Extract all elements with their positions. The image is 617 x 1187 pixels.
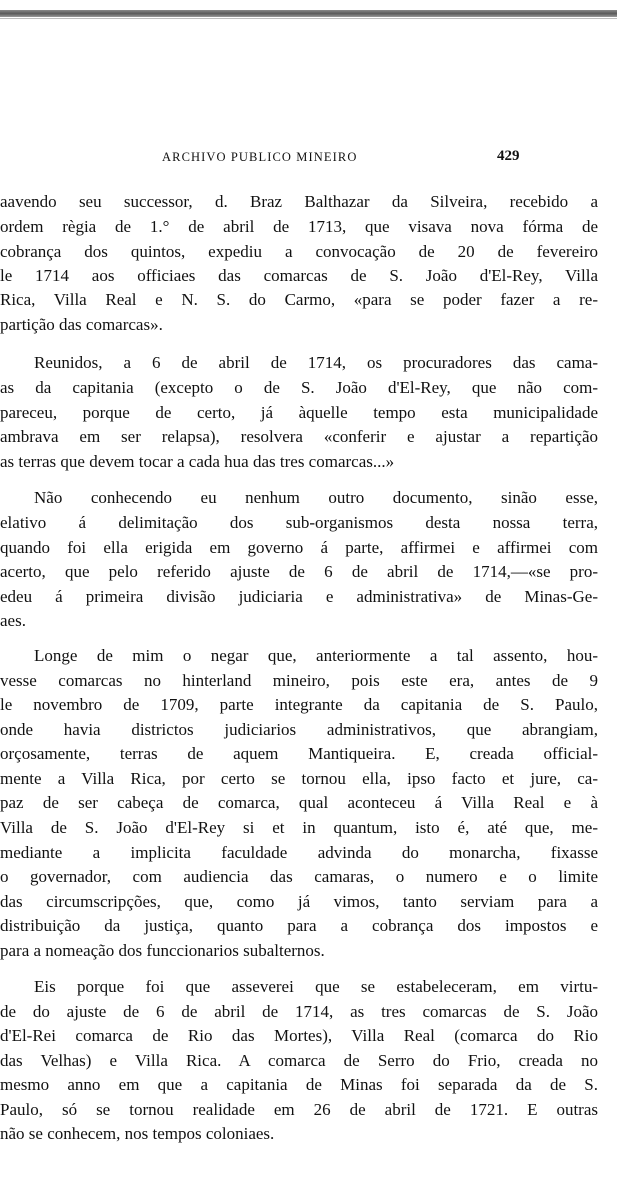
text-line: aavendo seu successor, d. Braz Balthazar da Silveira, recebido a (0, 192, 598, 211)
text-line: d'El-Rei comarca de Rio das Mortes), Villa Real (comarca do Rio (0, 1026, 598, 1045)
text-line: as da capitania (excepto o de S. João d'El-Rey, que não com- (0, 378, 598, 397)
text-line: Longe de mim o negar que, anteriormente a tal assento, hou- (34, 646, 598, 665)
text-line: para a nomeação dos funccionarios subalternos. (0, 941, 325, 960)
text-line: das Velhas) e Villa Rica. A comarca de Serro do Frio, creada no (0, 1051, 598, 1070)
text-line: Villa de S. João d'El-Rey si et in quantum, isto é, até que, me- (0, 818, 598, 837)
text-line: onde havia districtos judiciarios administrativos, que abrangiam, (0, 720, 598, 739)
text-line: aes. (0, 611, 26, 630)
text-line: distribuição da justiça, quanto para a cobrança dos impostos e (0, 916, 598, 935)
text-line: pareceu, porque de certo, já àquelle tempo esta municipalidade (0, 403, 598, 422)
text-line: cobrança dos quintos, expediu a convocação de 20 de fevereiro (0, 242, 598, 261)
text-line: as terras que devem tocar a cada hua das tres comarcas...» (0, 452, 395, 471)
text-line: edeu á primeira divisão judiciaria e administrativa» de Minas-Ge- (0, 587, 598, 606)
text-line: o governador, com audiencia das camaras, o numero e o limite (0, 867, 598, 886)
text-line: Paulo, só se tornou realidade em 26 de abril de 1721. E outras (0, 1100, 598, 1119)
text-line: de do ajuste de 6 de abril de 1714, as tres comarcas de S. João (0, 1002, 598, 1021)
text-line: Reunidos, a 6 de abril de 1714, os procuradores das cama- (34, 353, 598, 372)
text-line: orçosamente, terras de aquem Mantiqueira. E, creada official- (0, 744, 598, 763)
text-line: das circumscripções, que, como já vimos, tanto serviam para a (0, 892, 598, 911)
text-line: vesse comarcas no hinterland mineiro, pois este era, antes de 9 (0, 671, 598, 690)
text-line: ordem règia de 1.° de abril de 1713, que visava nova fórma de (0, 217, 598, 236)
text-line: não se conhecem, nos tempos coloniaes. (0, 1124, 275, 1143)
text-line: paz de ser cabeça de comarca, qual aconteceu á Villa Real e à (0, 793, 598, 812)
text-line: Eis porque foi que asseverei que se estabeleceram, em virtu- (34, 977, 598, 996)
running-head (0, 148, 617, 168)
running-title: ARCHIVO PUBLICO MINEIRO (162, 150, 358, 164)
text-line: partição das comarcas». (0, 315, 163, 334)
top-rule-thin (0, 18, 617, 19)
text-line: mesmo anno em que a capitania de Minas foi separada da de S. (0, 1075, 598, 1094)
text-line: mente a Villa Rica, por certo se tornou ella, ipso facto et jure, ca- (0, 769, 598, 788)
text-line: le 1714 aos officiaes das comarcas de S. João d'El-Rey, Villa (0, 266, 598, 285)
text-line: le novembro de 1709, parte integrante da capitania de S. Paulo, (0, 695, 598, 714)
top-rule (0, 10, 617, 17)
text-line: acerto, que pelo referido ajuste de 6 de abril de 1714,—«se pro- (0, 562, 598, 581)
text-line: Rica, Villa Real e N. S. do Carmo, «para se poder fazer a re- (0, 290, 598, 309)
page-number: 429 (497, 148, 520, 164)
text-line: mediante a implicita faculdade advinda do monarcha, fixasse (0, 843, 598, 862)
text-line: quando foi ella erigida em governo á parte, affirmei e affirmei com (0, 538, 598, 557)
text-line: Não conhecendo eu nenhum outro documento, sinão esse, (34, 488, 598, 507)
text-line: elativo á delimitação dos sub-organismos desta nossa terra, (0, 513, 598, 532)
text-line: ambrava em ser relapsa), resolvera «conferir e ajustar a repartição (0, 427, 598, 446)
